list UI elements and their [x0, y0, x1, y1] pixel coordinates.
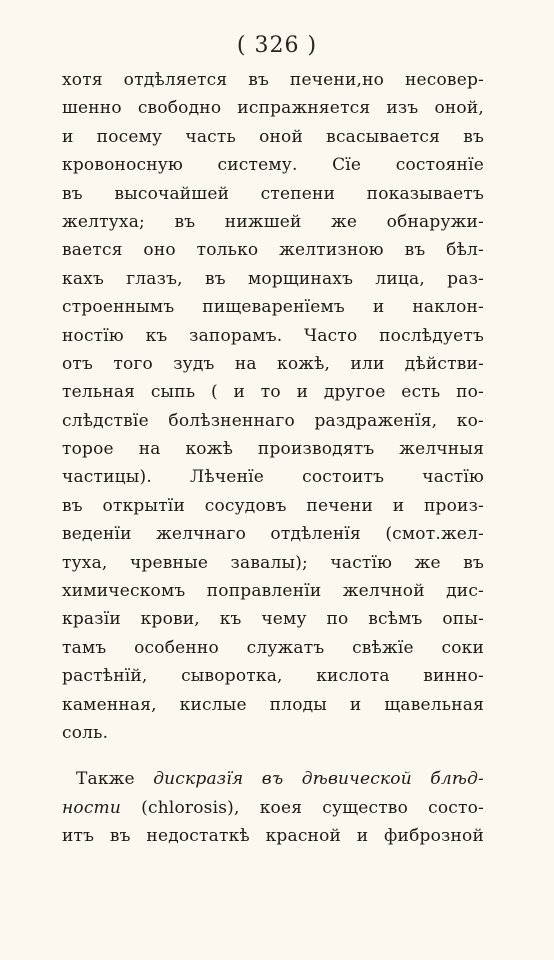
paragraph-2: [62, 765, 484, 850]
text-line: отъ того зудъ на кожѣ, или дѣйстви-: [62, 353, 484, 374]
text-line: вается оно только желтизною въ бѣл-: [62, 240, 484, 261]
text-line: въ открытїи сосудовъ печени и произ-: [62, 495, 484, 516]
text-line: химическомъ поправленїи желчной дис-: [62, 581, 484, 602]
text-line: въ высочайшей степени показываетъ: [62, 183, 484, 204]
text-line-rest: (chlorosis), коея существо состо-: [121, 797, 484, 818]
text-line: кровоносную систему. Сїе состоянїе: [62, 155, 484, 176]
text-line: тельная сыпь ( и то и другое есть по-: [62, 382, 484, 403]
text-line: [62, 794, 484, 822]
text-line: каменная, кислые плоды и щавельная: [62, 694, 484, 715]
text-line: желтуха; въ нижшей же обнаружи-: [62, 211, 484, 232]
text-line: частицы). Лѣченїе состоитъ частїю: [62, 467, 484, 488]
text-line: туха, чревные завалы); частїю же въ: [62, 552, 484, 573]
paragraph-gap: [62, 747, 484, 765]
text-line: и посему часть оной всасывается въ: [62, 126, 484, 147]
page-text: [62, 66, 484, 851]
text-line: [62, 765, 484, 793]
text-line: растѣнїй, сыворотка, кислота винно-: [62, 666, 484, 687]
text-line: тамъ особенно служатъ свѣжїе соки: [62, 637, 484, 658]
text-line: слѣдствїе болѣзненнаго раздраженїя, ко-: [62, 410, 484, 431]
italic-term: дискразїя въ дѣвической блѣд-: [153, 769, 484, 790]
text-line: шенно свободно испражняется изъ оной,: [62, 98, 484, 119]
italic-term: ности: [62, 797, 122, 818]
text-line: веденїи желчнаго отдѣленїя (смот.жел-: [62, 524, 484, 545]
text-line: итъ въ недостаткѣ красной и фиброзной: [62, 826, 484, 847]
text-line: торое на кожѣ производятъ желчныя: [62, 439, 484, 460]
paragraph-1: [62, 66, 484, 747]
text-line: строеннымъ пищеваренїемъ и наклон-: [62, 297, 484, 318]
text-line: ностїю къ запорамъ. Часто послѣдуетъ: [62, 325, 484, 346]
text-line: соль.: [62, 722, 109, 743]
text-line: кахъ глазъ, въ морщинахъ лица, раз-: [62, 268, 484, 289]
page-number: ( 326 ): [236, 33, 318, 58]
text-line: хотя отдѣляется въ печени,но несовер-: [62, 70, 484, 90]
text-line: кразїи крови, къ чему по всѣмъ опы-: [62, 609, 484, 630]
text-line-start: Также: [76, 769, 154, 790]
